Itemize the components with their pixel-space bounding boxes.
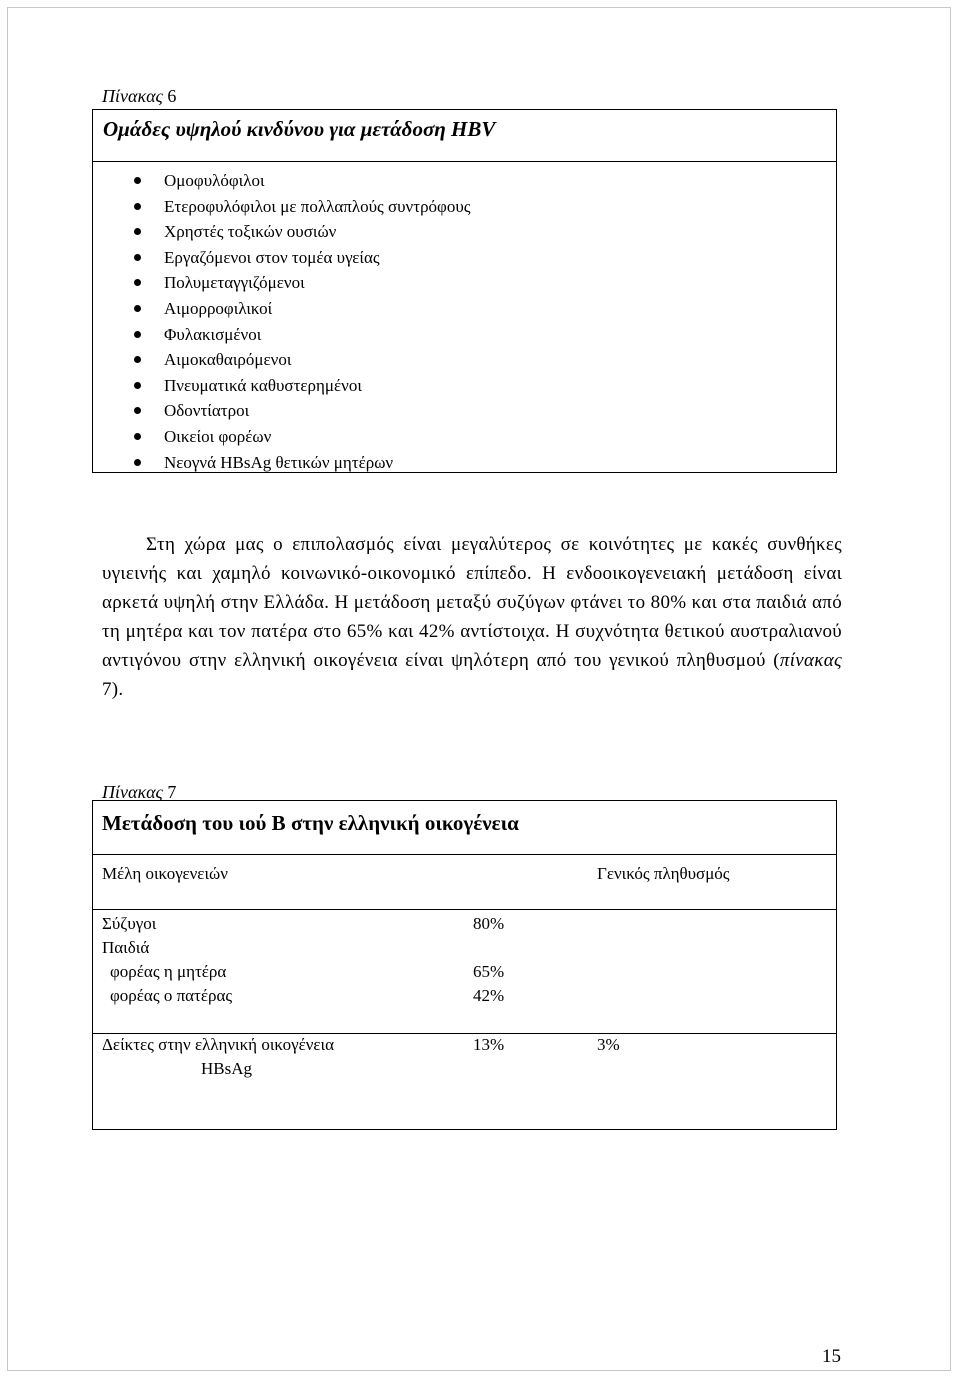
list-item bbox=[93, 245, 836, 271]
bullet-icon bbox=[134, 279, 141, 286]
row-indicators-label: Δείκτες στην ελληνική οικογένεια bbox=[102, 1035, 335, 1054]
list-item bbox=[93, 296, 836, 322]
row-mother-value: 65% bbox=[473, 962, 505, 981]
header-general-population: Γενικός πληθυσμός bbox=[597, 864, 730, 883]
list-item bbox=[93, 270, 836, 296]
table6 bbox=[92, 109, 837, 473]
list-item-text: Εργαζόμενοι στον τομέα υγείας bbox=[164, 247, 380, 267]
list-item-text: Νεογνά HBsAg θετικών μητέρων bbox=[164, 452, 394, 472]
row-indicators-general-value: 3% bbox=[597, 1035, 620, 1054]
row-spouses-value: 80% bbox=[473, 914, 505, 933]
bullet-icon bbox=[134, 305, 141, 312]
risk-group-list bbox=[93, 162, 836, 475]
body-paragraph bbox=[102, 530, 842, 704]
table7-header-divider bbox=[93, 909, 836, 910]
list-item-text: Ομοφυλόφιλοι bbox=[164, 171, 265, 190]
table6-caption-number: 6 bbox=[167, 86, 177, 106]
list-item bbox=[93, 450, 836, 476]
bullet-icon bbox=[134, 254, 141, 261]
table6-caption-label: Πίνακας bbox=[102, 86, 163, 106]
list-item bbox=[93, 398, 836, 424]
list-item-text: Αιμοκαθαιρόμενοι bbox=[164, 350, 292, 370]
row-father-value: 42% bbox=[473, 986, 505, 1005]
page-number: 15 bbox=[822, 1346, 841, 1367]
table7 bbox=[92, 800, 837, 1130]
bullet-icon bbox=[134, 382, 141, 389]
row-children-label: Παιδιά bbox=[102, 938, 150, 957]
list-item bbox=[93, 347, 836, 373]
list-item-text: Φυλακισμένοι bbox=[164, 324, 262, 344]
paragraph-text-end: 7). bbox=[102, 679, 124, 700]
paragraph-text: Στη χώρα μας ο επιπολασμός είναι μεγαλύτερος σε κοινότητες με κακές συνθήκες υγιεινής και χαμηλό κοινωνικό-οικονομικό επίπεδο. Η ενδοοικογενειακή μετάδοση είναι αρκετά υψηλή στην Ελλάδα. Η μετάδοση μεταξύ συζύγων φτάνει το 80% και στα παιδιά από τη μητέρα και τον πατέρα στο 65% και 42% αντίστοιχα. Η συχνότητα θετικού αυστραλιανού αντιγόνου στην ελληνική οικογένεια είναι ψηλότερη από του γενικού πληθυσμού ( bbox=[102, 534, 842, 671]
row-indicators-family-value: 13% bbox=[473, 1035, 505, 1054]
list-item bbox=[93, 424, 836, 450]
list-item-text: Αιμορροφιλικοί bbox=[164, 298, 273, 318]
table7-title: Μετάδοση του ιού Β στην ελληνική οικογένεια bbox=[102, 811, 519, 835]
list-item-text: Ετεροφυλόφιλοι με πολλαπλούς συντρόφους bbox=[164, 196, 471, 216]
list-item bbox=[93, 194, 836, 220]
bullet-icon bbox=[134, 459, 141, 466]
table7-caption-number: 7 bbox=[167, 782, 177, 802]
list-item bbox=[93, 373, 836, 399]
bullet-icon bbox=[134, 228, 141, 235]
list-item-text: Οδοντίατροι bbox=[164, 401, 250, 421]
table6-title: Ομάδες υψηλού κινδύνου για μετάδοση HBV bbox=[93, 110, 836, 162]
paragraph-table-reference: πίνακας bbox=[779, 650, 842, 671]
list-item bbox=[93, 168, 836, 194]
bullet-icon bbox=[134, 407, 141, 414]
list-item-text: Πολυμεταγγιζόμενοι bbox=[164, 273, 305, 293]
list-item-text: Χρηστές τοξικών ουσιών bbox=[164, 222, 337, 242]
list-item bbox=[93, 219, 836, 245]
bullet-icon bbox=[134, 356, 141, 363]
list-item-text: Οικείοι φορέων bbox=[164, 426, 272, 446]
table7-divider bbox=[93, 854, 836, 855]
row-spouses-label: Σύζυγοι bbox=[102, 914, 157, 933]
row-father-label: φορέας ο πατέρας bbox=[110, 986, 233, 1005]
bullet-icon bbox=[134, 433, 141, 440]
bullet-icon bbox=[134, 331, 141, 338]
table6-caption bbox=[102, 86, 176, 107]
table7-caption-label: Πίνακας bbox=[102, 782, 163, 802]
list-item-text: Πνευματικά καθυστερημένοι bbox=[164, 375, 362, 395]
header-family-members: Μέλη οικογενειών bbox=[102, 864, 228, 883]
row-mother-label: φορέας η μητέρα bbox=[110, 962, 227, 981]
list-item bbox=[93, 322, 836, 348]
bullet-icon bbox=[134, 203, 141, 210]
table7-section-divider bbox=[93, 1033, 836, 1034]
row-indicators-label-hbsag: HBsAg bbox=[201, 1059, 253, 1078]
bullet-icon bbox=[134, 177, 141, 184]
